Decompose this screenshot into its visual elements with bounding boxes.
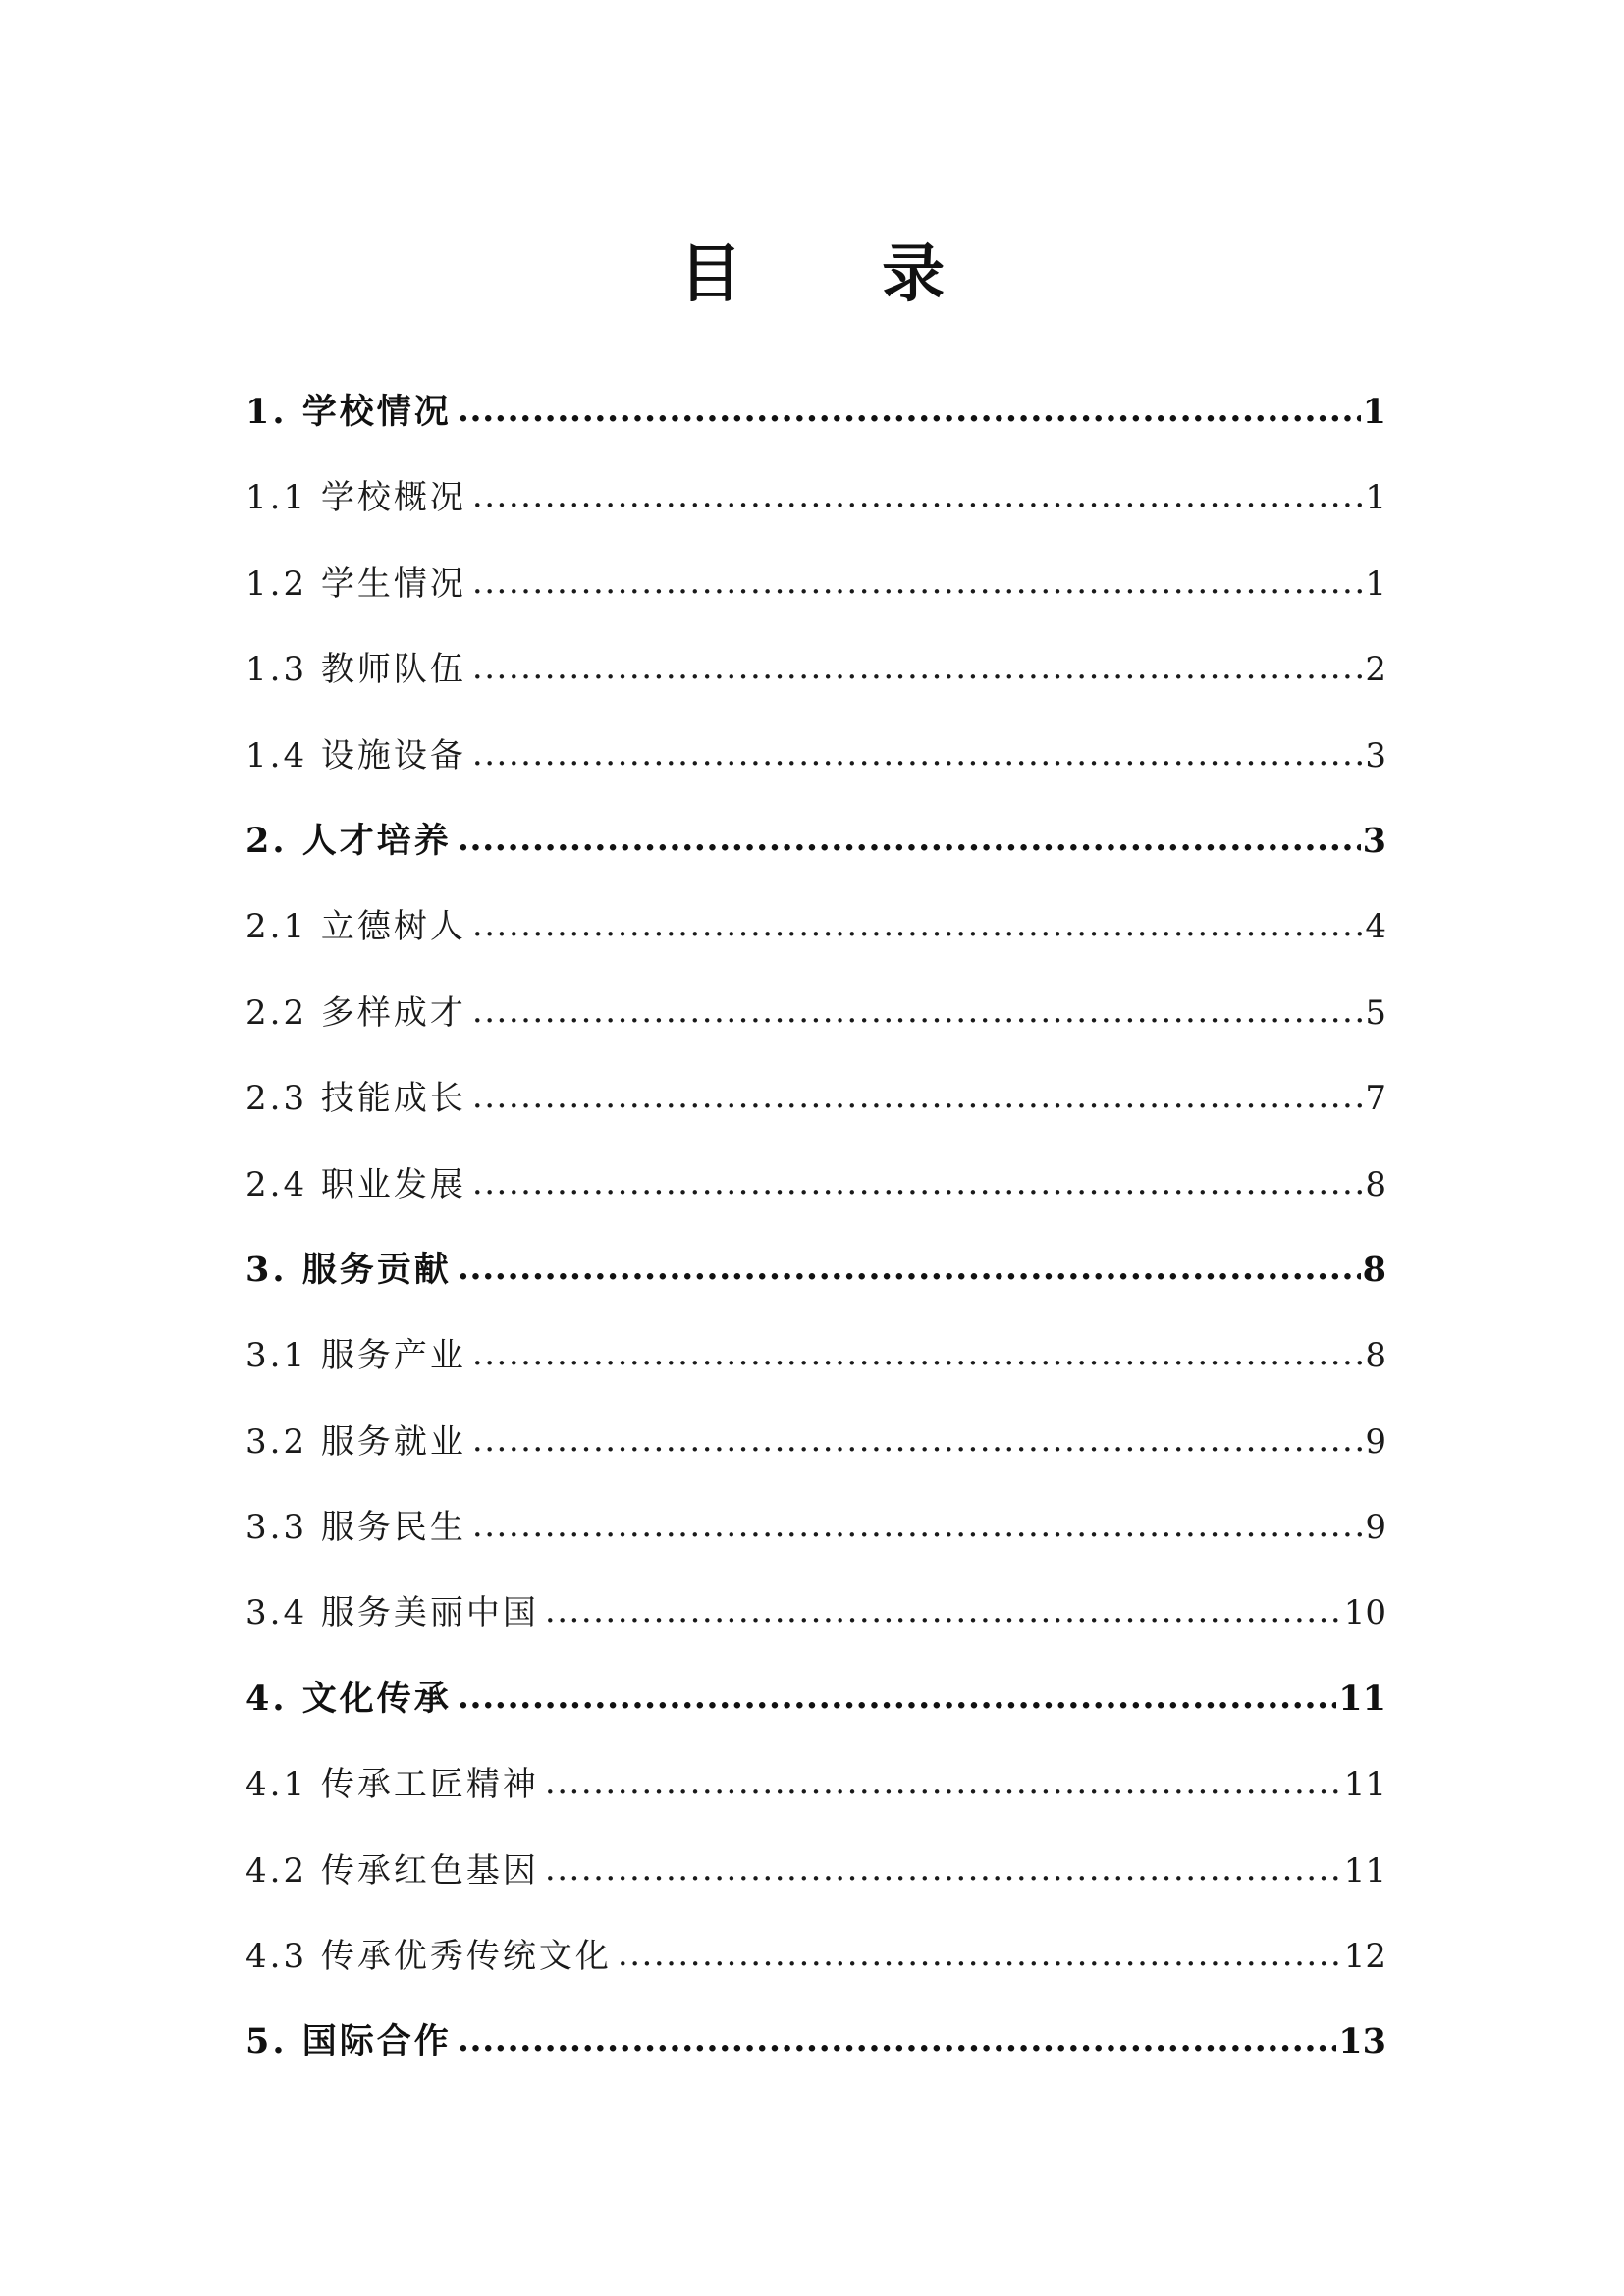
- toc-dot-leader: [472, 1506, 1363, 1545]
- toc-page-number: 1: [1362, 392, 1386, 432]
- toc-entry-label: 1.3 教师队伍: [245, 650, 466, 690]
- toc-page-number: 8: [1362, 1249, 1386, 1290]
- toc-entry-label: 2.1 立德树人: [245, 907, 466, 947]
- toc-entry-label: 3.1 服务产业: [245, 1336, 466, 1376]
- toc-section-entry[interactable]: [245, 1500, 1386, 1585]
- toc-entry-label: 4. 文化传承: [245, 1678, 452, 1719]
- toc-dot-leader: [472, 1334, 1363, 1373]
- toc-page-number: 11: [1343, 1850, 1386, 1891]
- toc-section-entry[interactable]: [245, 1157, 1386, 1243]
- toc-entry-label: 2. 人才培养: [245, 820, 452, 861]
- toc-entry-label: 4.2 传承红色基因: [245, 1850, 539, 1891]
- toc-dot-leader: [458, 819, 1361, 859]
- toc-section-entry[interactable]: [245, 986, 1386, 1071]
- toc-chapter-entry[interactable]: [245, 1243, 1386, 1328]
- toc-section-entry[interactable]: [245, 1071, 1386, 1156]
- toc-page-number: 8: [1365, 1336, 1386, 1376]
- toc-dot-leader: [458, 1677, 1337, 1717]
- toc-page-number: 5: [1365, 992, 1386, 1033]
- toc-dot-leader: [472, 905, 1363, 944]
- toc-page-number: 13: [1338, 2021, 1386, 2062]
- toc-section-entry[interactable]: [245, 899, 1386, 985]
- toc-section-entry[interactable]: [245, 1929, 1386, 2014]
- toc-entry-label: 2.3 技能成长: [245, 1079, 466, 1119]
- toc-section-entry[interactable]: [245, 642, 1386, 727]
- toc-entry-label: 1.1 学校概况: [245, 478, 466, 518]
- toc-section-entry[interactable]: [245, 557, 1386, 642]
- toc-dot-leader: [458, 390, 1361, 430]
- toc-section-entry[interactable]: [245, 1585, 1386, 1671]
- toc-page-number: 1: [1365, 563, 1386, 604]
- toc-dot-leader: [472, 1420, 1363, 1460]
- toc-dot-leader: [545, 1763, 1342, 1802]
- toc-entry-label: 3.2 服务就业: [245, 1421, 466, 1462]
- toc-dot-leader: [458, 2019, 1337, 2059]
- toc-chapter-entry[interactable]: [245, 814, 1386, 899]
- toc-entry-label: 1. 学校情况: [245, 392, 452, 432]
- toc-page-number: 11: [1343, 1765, 1386, 1805]
- toc-page-number: 1: [1365, 478, 1386, 518]
- toc-dot-leader: [472, 648, 1363, 687]
- toc-page-number: 9: [1365, 1421, 1386, 1462]
- toc-page-number: 7: [1365, 1079, 1386, 1119]
- toc-dot-leader: [472, 1077, 1363, 1116]
- toc-dot-leader: [545, 1591, 1342, 1630]
- toc-section-entry[interactable]: [245, 1757, 1386, 1842]
- toc-page-number: 9: [1365, 1508, 1386, 1548]
- toc-section-entry[interactable]: [245, 470, 1386, 556]
- toc-dot-leader: [618, 1935, 1342, 1974]
- toc-page-number: 12: [1343, 1937, 1386, 1977]
- toc-dot-leader: [545, 1849, 1342, 1889]
- toc-entry-label: 4.3 传承优秀传统文化: [245, 1937, 612, 1977]
- table-of-contents: [245, 385, 1386, 2101]
- toc-entry-label: 1.4 设施设备: [245, 735, 466, 775]
- toc-page-number: 4: [1365, 907, 1386, 947]
- toc-entry-label: 4.1 传承工匠精神: [245, 1765, 539, 1805]
- toc-chapter-entry[interactable]: [245, 385, 1386, 470]
- toc-page-number: 3: [1365, 735, 1386, 775]
- toc-chapter-entry[interactable]: [245, 1672, 1386, 1757]
- toc-page-number: 8: [1365, 1164, 1386, 1204]
- toc-dot-leader: [472, 562, 1363, 602]
- toc-dot-leader: [472, 734, 1363, 774]
- toc-entry-label: 2.2 多样成才: [245, 992, 466, 1033]
- toc-title: 目 录: [678, 237, 1004, 311]
- toc-entry-label: 3.3 服务民生: [245, 1508, 466, 1548]
- toc-entry-label: 2.4 职业发展: [245, 1164, 466, 1204]
- toc-page-number: 2: [1365, 650, 1386, 690]
- toc-dot-leader: [472, 991, 1363, 1031]
- toc-entry-label: 3. 服务贡献: [245, 1249, 452, 1290]
- toc-page-number: 10: [1343, 1593, 1386, 1633]
- toc-section-entry[interactable]: [245, 728, 1386, 814]
- toc-entry-label: 3.4 服务美丽中国: [245, 1593, 539, 1633]
- toc-section-entry[interactable]: [245, 1415, 1386, 1500]
- toc-entry-label: 1.2 学生情况: [245, 563, 466, 604]
- toc-page-number: 11: [1338, 1678, 1386, 1719]
- toc-dot-leader: [472, 476, 1363, 515]
- toc-section-entry[interactable]: [245, 1328, 1386, 1414]
- toc-chapter-entry[interactable]: [245, 2014, 1386, 2100]
- toc-section-entry[interactable]: [245, 1843, 1386, 1929]
- toc-dot-leader: [472, 1163, 1363, 1202]
- toc-page-number: 3: [1362, 820, 1386, 861]
- toc-dot-leader: [458, 1248, 1361, 1288]
- toc-entry-label: 5. 国际合作: [245, 2021, 452, 2062]
